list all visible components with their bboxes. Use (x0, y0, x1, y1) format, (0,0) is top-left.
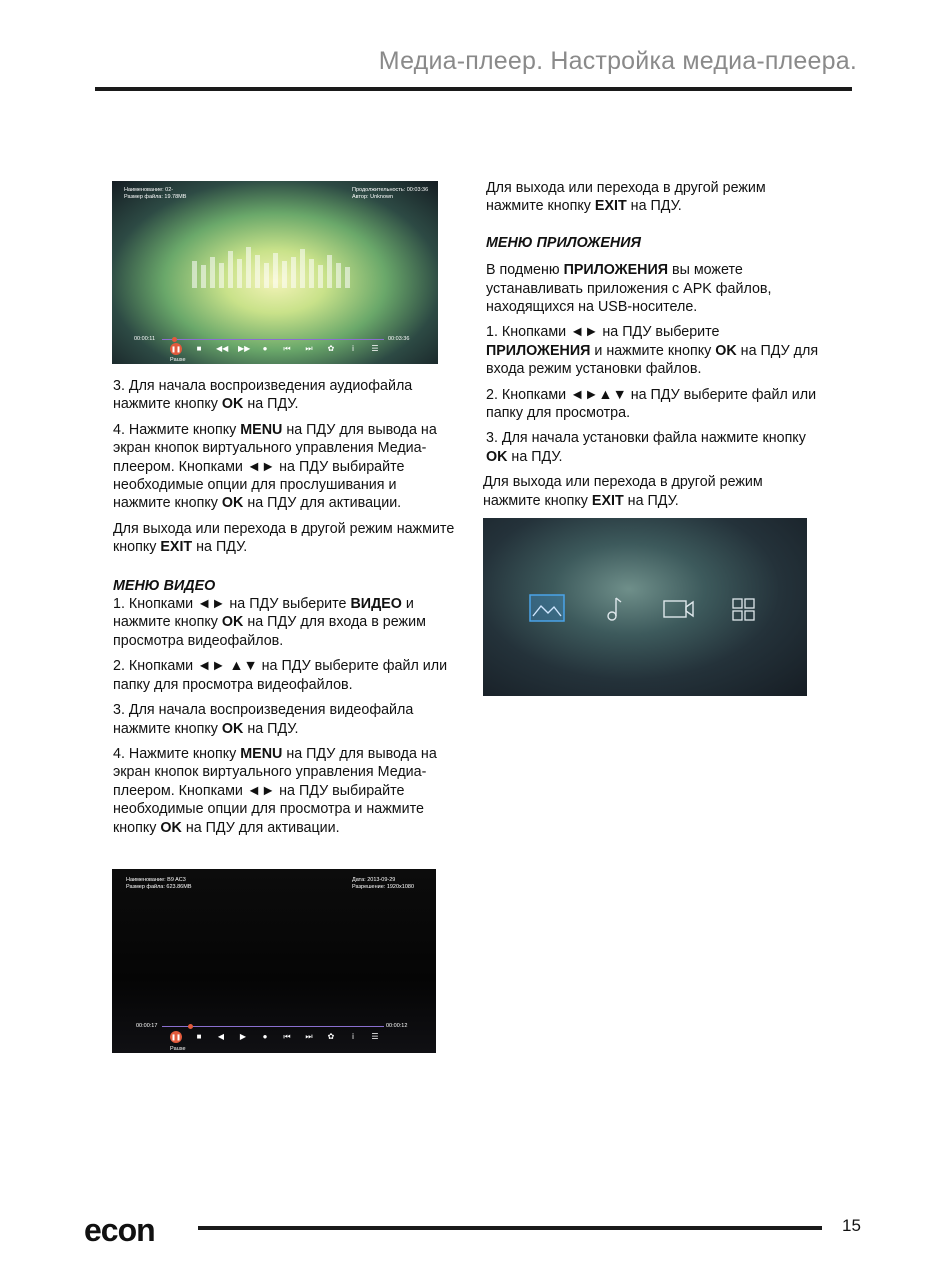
video-resolution: Разрешение: 1920x1080 (352, 884, 415, 890)
econ-logo: econ (84, 1212, 155, 1248)
video-time-end: 00:00:12 (386, 1023, 408, 1029)
fast-forward-icon[interactable]: ▶▶ (238, 344, 251, 353)
footer-rule (198, 1226, 822, 1230)
info-icon[interactable]: i (352, 1032, 354, 1041)
video-player-screenshot (112, 869, 436, 1053)
info-icon[interactable]: i (352, 344, 354, 353)
video-progress-bar[interactable] (162, 1026, 384, 1027)
audio-progress-bar[interactable] (162, 339, 384, 340)
settings-icon[interactable]: ✿ (327, 344, 335, 353)
video-time-start: 00:00:17 (136, 1023, 158, 1029)
apps-step-2: 2. Кнопками ◄►▲▼ на ПДУ выберите файл или папку для просмотра. (486, 386, 817, 422)
repeat-icon[interactable]: ● (262, 344, 268, 353)
settings-icon[interactable]: ✿ (327, 1032, 335, 1041)
exit-note-top: Для выхода или перехода в другой режим нажмите кнопку EXIT на ПДУ. (486, 180, 766, 215)
audio-exit-note: Для выхода или перехода в другой режим нажмите кнопку EXIT на ПДУ. (113, 520, 455, 556)
audio-step-3: 3. Для начала воспроизведения аудиофайла нажмите кнопку OK на ПДУ. (113, 378, 413, 413)
video-step-2: 2. Кнопками ◄► ▲▼ на ПДУ выберите файл или папку для просмотра видеофайлов. (113, 658, 448, 693)
previous-icon[interactable]: ⏮ (283, 344, 291, 353)
video-name: Наименование: B9 AC3 (126, 877, 186, 883)
video-menu-heading: МЕНЮ ВИДЕО (113, 577, 216, 594)
audio-time-end: 00:03:36 (388, 336, 410, 342)
apps-step-3: 3. Для начала установки файла нажмите кнопку OK на ПДУ. (486, 430, 806, 465)
video-size: Размер файла: 623.86MB (126, 884, 192, 890)
equalizer-graphic (192, 243, 362, 288)
audio-controls (170, 343, 380, 355)
media-menu-screenshot (483, 518, 807, 696)
audio-progress-knob[interactable] (172, 337, 177, 342)
page-number: 15 (842, 1216, 861, 1235)
audio-step-4: 4. Нажмите кнопку MENU на ПДУ для вывода на экран кнопок виртуального управления Медиа-плеером. Кнопками ◄► на ПДУ выбирайте необходимые опции для прослушивания и нажмите кнопку OK на ПДУ для активации. (113, 421, 437, 512)
video-step-1: 1. Кнопками ◄► на ПДУ выберите ВИДЕО и нажмите кнопку OK на ПДУ для входа в режим просмотра видеофайлов. (113, 596, 426, 649)
next-icon[interactable]: ⏭ (305, 1032, 313, 1041)
stop-icon[interactable]: ■ (196, 1032, 202, 1041)
rewind-icon[interactable]: ◀ (217, 1032, 225, 1041)
apps-menu-heading: МЕНЮ ПРИЛОЖЕНИЯ (486, 234, 641, 251)
video-step-3: 3. Для начала воспроизведения видеофайла нажмите кнопку OK на ПДУ. (113, 702, 414, 737)
photo-icon[interactable] (529, 594, 565, 622)
video-progress-knob[interactable] (188, 1024, 193, 1029)
audio-time-start: 00:00:11 (134, 336, 156, 342)
page-header-title: Медиа-плеер. Настройка медиа-плеера. (378, 47, 857, 75)
pause-button[interactable]: ❚❚ (170, 343, 182, 355)
apps-intro: В подменю ПРИЛОЖЕНИЯ вы можете устанавливать приложения с APK файлов, находящихся на USB-носителе. (486, 262, 772, 316)
music-icon[interactable] (603, 596, 623, 622)
rewind-icon[interactable]: ◀◀ (216, 344, 229, 353)
video-pause-label: Pause (170, 1046, 186, 1052)
video-icon[interactable] (663, 598, 695, 620)
right-column (483, 179, 821, 517)
stop-icon[interactable]: ■ (196, 344, 202, 353)
fast-forward-icon[interactable]: ▶ (239, 1032, 247, 1041)
header-rule (95, 87, 852, 91)
audio-player-screenshot (112, 181, 438, 364)
playlist-icon[interactable]: ☰ (371, 1032, 379, 1041)
audio-size: Размер файла: 19.78MB (124, 194, 187, 200)
exit-note-bottom: Для выхода или перехода в другой режим нажмите кнопку EXIT на ПДУ. (483, 474, 763, 509)
playlist-icon[interactable]: ☰ (371, 344, 379, 353)
video-date: Дата: 2013-09-29 (352, 877, 396, 883)
apps-step-1: 1. Кнопками ◄► на ПДУ выберите ПРИЛОЖЕНИЯ и нажмите кнопку OK на ПДУ для входа режим установки файлов. (486, 324, 819, 378)
repeat-icon[interactable]: ● (262, 1032, 268, 1041)
apps-icon[interactable] (732, 598, 756, 622)
previous-icon[interactable]: ⏮ (283, 1032, 291, 1041)
pause-button[interactable]: ❚❚ (170, 1031, 182, 1043)
next-icon[interactable]: ⏭ (305, 344, 313, 353)
video-controls (170, 1031, 380, 1043)
audio-name: Наименование: 02- (124, 187, 174, 193)
audio-duration: Продолжительность: 00:03:36 (352, 187, 429, 193)
audio-pause-label: Pause (170, 357, 186, 363)
audio-author: Автор: Unknown (352, 194, 394, 200)
left-column (113, 377, 455, 844)
video-step-4: 4. Нажмите кнопку MENU на ПДУ для вывода на экран кнопок виртуального управления Медиа-плеером. Кнопками ◄► на ПДУ выбирайте необходимые опции для просмотра и нажмите кнопку OK на ПДУ для активации. (113, 745, 437, 836)
